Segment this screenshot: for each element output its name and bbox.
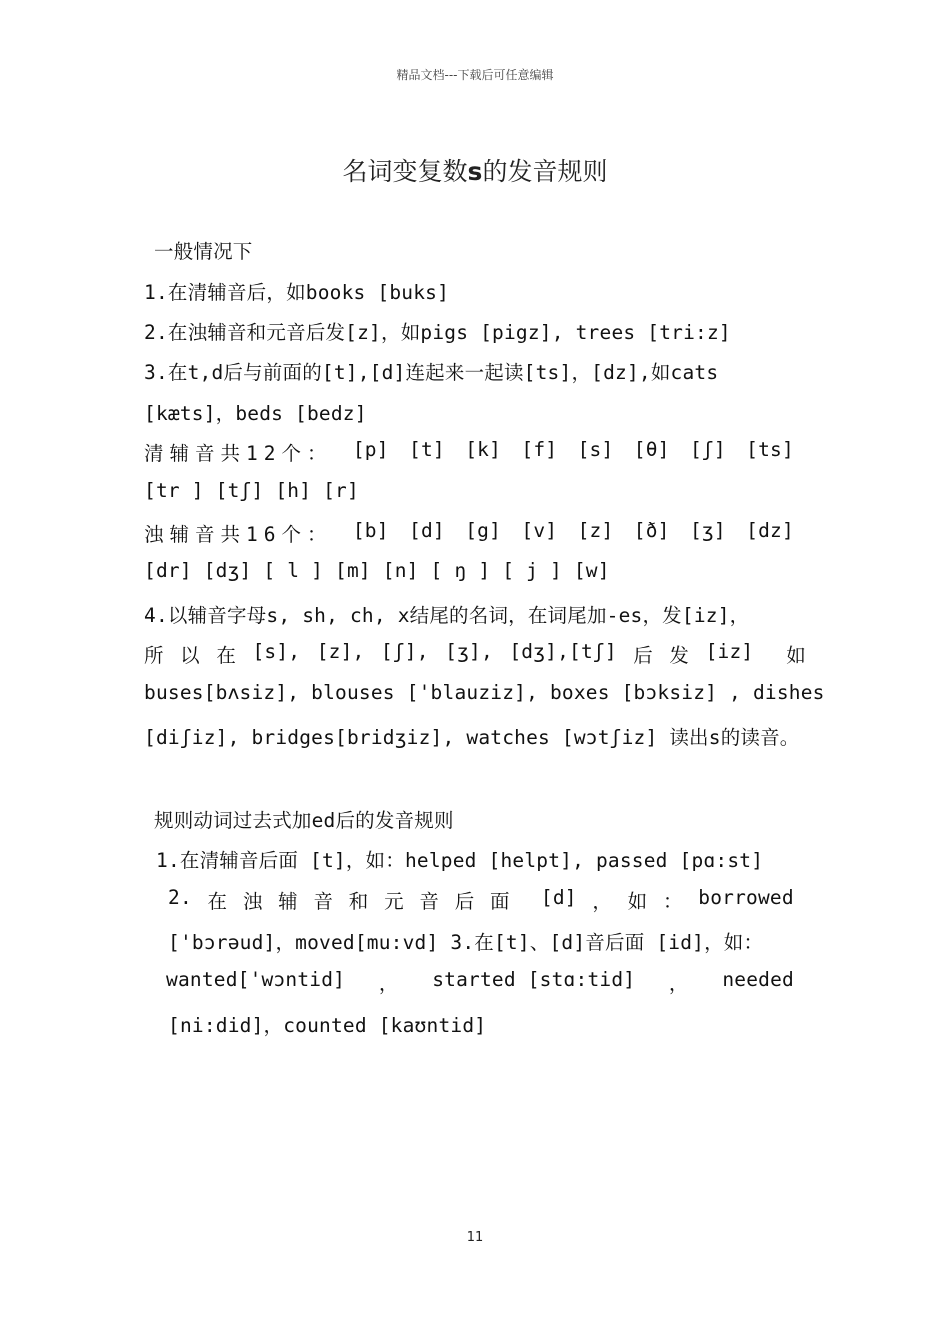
section1-line-2: 2.在浊辅音和元音后发[z]，如pigs [pigz], trees [tri:z]	[144, 321, 731, 344]
document-title	[0, 152, 950, 188]
page-number: 11	[466, 1230, 484, 1245]
voiceless-item: [s]	[577, 438, 614, 461]
voiceless-consonants-line-2: [tr ] [tʃ] [h] [r]	[144, 479, 359, 502]
word: needed	[722, 968, 794, 991]
voiceless-item: [θ]	[633, 438, 670, 461]
voiced-consonants-line	[144, 519, 794, 547]
section1-line-5: 4.以辅音字母s, sh, ch, x结尾的名词，在词尾加-es，发[iz]，	[144, 604, 750, 627]
title-suffix: 的发音规则	[482, 157, 608, 186]
section2-line-3: ['bɔrəud]，moved[mu:vd] 3.在[t]、[d]音后面 [id]，如：	[168, 931, 764, 954]
voiceless-item: [p]	[352, 438, 389, 461]
word: 如	[627, 890, 648, 913]
section1-line-8: [diʃiz], bridges[bridʒiz], watches [wɔtʃiz] 读出s的读音。	[144, 726, 800, 749]
voiceless-item: [ʃ]	[689, 438, 726, 461]
word: started [stɑ:tid]	[432, 968, 636, 991]
title-s: s	[467, 157, 483, 186]
voiceless-item: [ts]	[746, 438, 794, 461]
voiced-item: [dz]	[746, 519, 794, 542]
word: 浊	[242, 890, 263, 913]
word: ：	[662, 890, 683, 913]
word: borrowed	[698, 886, 794, 909]
section2-line-4	[166, 968, 794, 996]
word: [dʒ],[tʃ]	[509, 640, 617, 663]
word: [d]	[540, 886, 577, 909]
voiced-consonants-line-2: [dr] [dʒ] [ l ] [m] [n] [ ŋ ] [ j ] [w]	[144, 559, 610, 582]
voiced-item: [b]	[352, 519, 389, 542]
voiceless-label: 清辅音共12个：	[144, 442, 333, 465]
page-header: 精品文档---下载后可任意编辑	[396, 68, 554, 82]
section2-line-5: [ni:did]，counted [kaʊntid]	[168, 1014, 487, 1037]
word: 在	[207, 890, 228, 913]
word: 面	[490, 890, 510, 913]
section2-line-1: 1.在清辅音后面 [t]，如：helped [helpt], passed [pɑ:st]	[156, 849, 764, 872]
voiceless-item: [k]	[465, 438, 502, 461]
voiced-item: [ʒ]	[689, 519, 726, 542]
section1-heading: 一般情况下	[154, 240, 253, 263]
voiced-item: [g]	[465, 519, 502, 542]
word: 元	[384, 890, 404, 913]
voiced-item: [d]	[409, 519, 445, 542]
word: ，	[592, 890, 613, 913]
word: 后	[454, 890, 475, 913]
word: [s],	[252, 640, 301, 663]
voiced-label: 浊辅音共16个：	[144, 523, 333, 546]
section2-line-2	[168, 886, 794, 914]
voiced-item: [v]	[521, 519, 558, 542]
word: 发	[669, 644, 690, 667]
word: [iz]	[705, 640, 754, 663]
word: 以	[180, 644, 200, 667]
word: ，	[668, 972, 689, 995]
word: 2.	[168, 886, 192, 909]
word: ，	[378, 972, 399, 995]
voiced-item: [ð]	[633, 519, 670, 542]
word: 如	[786, 644, 806, 667]
word: 音	[313, 890, 334, 913]
word: [ʒ],	[445, 640, 493, 663]
word: 音	[419, 890, 440, 913]
word: [z],	[316, 640, 365, 663]
word: 所	[144, 644, 164, 667]
section2-heading: 规则动词过去式加ed后的发音规则	[154, 809, 454, 832]
word: wanted['wɔntid]	[166, 968, 346, 991]
section1-line-7: buses[bʌsiz], blouses ['blauziz], boxes [bɔksiz] , dishes	[144, 681, 825, 704]
word: 和	[348, 890, 369, 913]
word: 辅	[278, 890, 298, 913]
voiced-item: [z]	[577, 519, 614, 542]
voiceless-item: [f]	[521, 438, 558, 461]
voiceless-consonants-line	[144, 438, 794, 466]
section1-line-6	[144, 640, 806, 668]
voiceless-item: [t]	[409, 438, 445, 461]
word: 在	[216, 644, 237, 667]
word: [ʃ],	[380, 640, 429, 663]
word: 后	[633, 644, 653, 667]
section1-line-3: 3.在t,d后与前面的[t],[d]连起来一起读[ts]，[dz],如cats	[144, 361, 719, 384]
title-prefix: 名词变复数	[342, 157, 468, 186]
section1-line-4: [kæts]，beds [bedz]	[144, 402, 367, 425]
section1-line-1: 1.在清辅音后，如books [buks]	[144, 281, 450, 304]
